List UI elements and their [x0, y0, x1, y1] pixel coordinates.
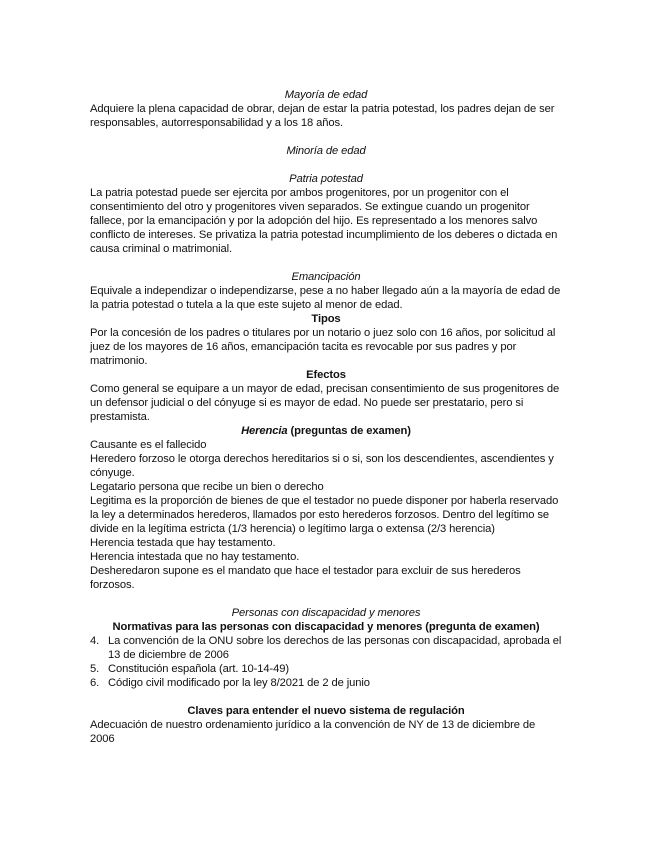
paragraph-efectos: Como general se equipare a un mayor de edad, precisan consentimiento de sus progenitores de un defensor judicial o del cónyuge si es mayor de edad. No puede ser prestatario, pero si prestamista. [90, 383, 560, 423]
heading-discapacidad: Personas con discapacidad y menores [231, 607, 421, 619]
list-item [90, 662, 562, 676]
heading-tipos: Tipos [311, 313, 341, 325]
heading-patria-potestad: Patria potestad [289, 173, 363, 185]
herencia-line: Legitima es la proporción de bienes de que el testador no puede disponer por haberla reservado la ley a determinados herederos, llamados por esto herederos forzosos. Dentro del legítimo se divide en la legítima estricta (1/3 herencia) o legítimo larga o extensa (2/3 herencia) [90, 495, 559, 535]
paragraph-tipos: Por la concesión de los padres o titulares por un notario o juez solo con 16 años, por solicitud al juez de los mayores de 16 años, emancipación tacita es revocable por sus padres y por matrimonio. [90, 327, 556, 367]
list-item-text: Constitución española (art. 10-14-49) [108, 663, 289, 675]
list-item-number: 4. [90, 635, 100, 647]
herencia-line: Legatario persona que recibe un bien o derecho [90, 481, 324, 493]
paragraph-emancipacion: Equivale a independizar o independizarse, pese a no haber llegado aún a la mayoría de edad de la patria potestad o tutela a la que este sujeto al menor de edad. [90, 285, 561, 311]
heading-emancipacion: Emancipación [291, 271, 361, 283]
herencia-line: Herencia testada que hay testamento. [90, 537, 276, 549]
herencia-line: Causante es el fallecido [90, 439, 207, 451]
heading-herencia-italic: Herencia [241, 425, 288, 437]
paragraph-claves: Adecuación de nuestro ordenamiento jurídico a la convención de NY de 13 de diciembre de 2006 [90, 719, 536, 745]
heading-efectos: Efectos [306, 369, 346, 381]
heading-minoria: Minoría de edad [286, 145, 366, 157]
paragraph-mayoria: Adquiere la plena capacidad de obrar, dejan de estar la patria potestad, los padres dejan de ser responsables, autorresponsabilidad y a los 18 años. [90, 103, 555, 129]
heading-mayoria: Mayoría de edad [284, 89, 368, 101]
document-page [90, 88, 562, 746]
list-item [90, 634, 562, 662]
list-item-text: La convención de la ONU sobre los derechos de las personas con discapacidad, aprobada el 13 de diciembre de 2006 [108, 635, 562, 661]
heading-claves: Claves para entender el nuevo sistema de regulación [187, 705, 465, 717]
heading-herencia [90, 424, 562, 438]
herencia-line: Herencia intestada que no hay testamento. [90, 551, 300, 563]
herencia-line: Heredero forzoso le otorga derechos hereditarios si o si, son los descendientes, ascendientes y cónyuge. [90, 453, 554, 479]
list-item-number: 5. [90, 663, 100, 675]
heading-normativas: Normativas para las personas con discapacidad y menores (pregunta de examen) [112, 621, 540, 633]
heading-herencia-rest: (preguntas de examen) [287, 425, 411, 437]
list-item [90, 676, 562, 690]
list-item-text: Código civil modificado por la ley 8/2021 de 2 de junio [108, 677, 370, 689]
herencia-line: Desheredaron supone es el mandato que hace el testador para excluir de sus herederos forzosos. [90, 565, 521, 591]
normativas-list [90, 634, 562, 690]
list-item-number: 6. [90, 677, 100, 689]
paragraph-patria-potestad: La patria potestad puede ser ejercita por ambos progenitores, por un progenitor con el consentimiento del otro y progenitores viven separados. Se extingue cuando un progenitor fallece, por la emancipación y por la adopción del hijo. Es representado a los menores salvo conflicto de intereses. Se privatiza la patria potestad incumplimiento de los deberes o dictada en causa criminal o matrimonial. [90, 187, 558, 255]
